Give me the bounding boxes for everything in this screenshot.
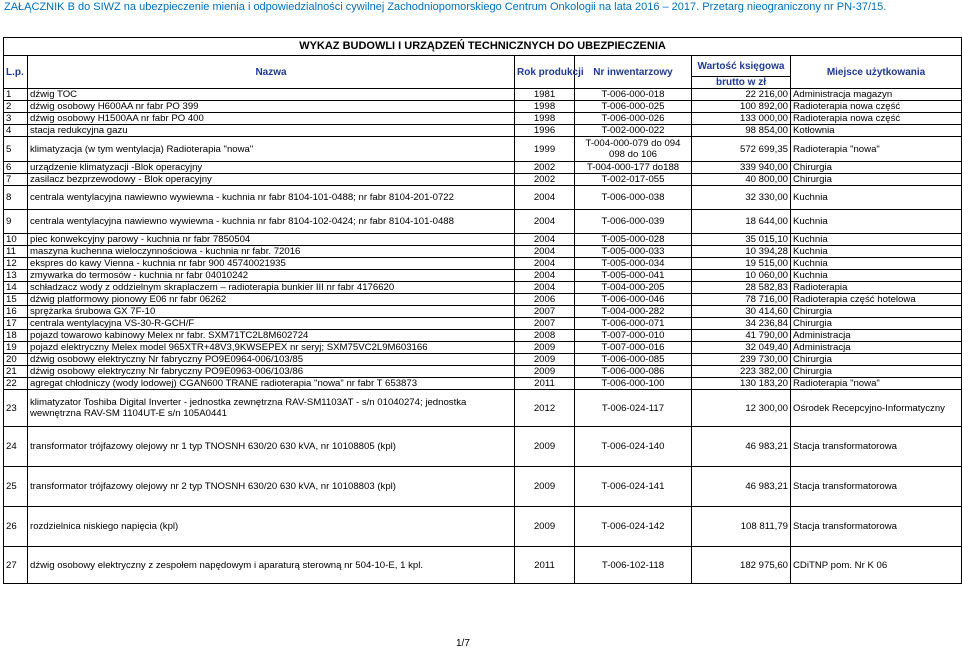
row-name: stacja redukcyjna gazu [28, 125, 515, 137]
row-lp: 26 [4, 507, 28, 547]
row-name: transformator trójfazowy olejowy nr 1 typ TNOSNH 630/20 630 kVA, nr 10108805 (kpl) [28, 427, 515, 467]
row-name: klimatyzator Toshiba Digital Inverter - jednostka zewnętrzna RAV-SM1103AT - s/n 01040274; jednostka wewnętrzna RAV-SM 1104UT-E s/n 105A0441 [28, 390, 515, 427]
row-book-value: 46 983,21 [692, 467, 791, 507]
row-location: Kuchnia [791, 210, 962, 234]
row-name: schładzacz wody z oddzielnym skraplaczem – radioterapia bunkier III nr fabr 4176620 [28, 282, 515, 294]
row-inventory-number: T-006-000-025 [575, 101, 692, 113]
row-inventory-number: T-006-000-038 [575, 186, 692, 210]
row-name: transformator trójfazowy olejowy nr 2 typ TNOSNH 630/20 630 kVA, nr 10108803 (kpl) [28, 467, 515, 507]
row-book-value: 35 015,10 [692, 234, 791, 246]
row-name: zasilacz bezprzewodowy - Blok operacyjny [28, 174, 515, 186]
title-row [4, 38, 962, 56]
row-lp: 5 [4, 137, 28, 162]
row-name: zmywarka do termosów - kuchnia nr fabr 04010242 [28, 270, 515, 282]
row-lp: 2 [4, 101, 28, 113]
table-row [4, 258, 962, 270]
row-book-value: 239 730,00 [692, 354, 791, 366]
row-year: 2009 [515, 507, 575, 547]
row-inventory-number: T-004-000-079 do 094 098 do 106 [575, 137, 692, 162]
column-header-name: Nazwa [28, 56, 515, 89]
row-location: Chirurgia [791, 174, 962, 186]
document-header: ZAŁĄCZNIK B do SIWZ na ubezpieczenie mienia i odpowiedzialności cywilnej Zachodniopomorskiego Centrum Onkologii na lata 2016 – 2017. Przetarg nieograniczony nr PN-37/15. [4, 1, 887, 13]
row-book-value: 40 800,00 [692, 174, 791, 186]
row-name: centrala wentylacyjna nawiewno wywiewna - kuchnia nr fabr 8104-101-0488; nr fabr 8104-201-0722 [28, 186, 515, 210]
row-lp: 14 [4, 282, 28, 294]
row-location: Radioterapia nowa część [791, 113, 962, 125]
row-location: Ośrodek Recepcyjno-Informatyczny [791, 390, 962, 427]
table-row [4, 427, 962, 467]
row-lp: 19 [4, 342, 28, 354]
row-inventory-number: T-006-000-085 [575, 354, 692, 366]
row-book-value: 32 049,40 [692, 342, 791, 354]
row-year: 2012 [515, 390, 575, 427]
table-title: WYKAZ BUDOWLI I URZĄDZEŃ TECHNICZNYCH DO UBEZPIECZENIA [4, 38, 962, 56]
row-lp: 8 [4, 186, 28, 210]
row-book-value: 32 330,00 [692, 186, 791, 210]
row-year: 2006 [515, 294, 575, 306]
table-row [4, 342, 962, 354]
row-inventory-number: T-006-024-141 [575, 467, 692, 507]
row-lp: 15 [4, 294, 28, 306]
row-location: Chirurgia [791, 162, 962, 174]
row-lp: 21 [4, 366, 28, 378]
row-location: Radioterapia nowa część [791, 101, 962, 113]
table-row [4, 89, 962, 101]
column-header-value: Wartość księgowa [692, 56, 791, 77]
row-inventory-number: T-006-000-071 [575, 318, 692, 330]
row-lp: 1 [4, 89, 28, 101]
row-book-value: 572 699,35 [692, 137, 791, 162]
column-header-location: Miejsce użytkowania [791, 56, 962, 89]
row-inventory-number: T-006-000-100 [575, 378, 692, 390]
table-row [4, 354, 962, 366]
row-lp: 24 [4, 427, 28, 467]
row-inventory-number: T-006-024-140 [575, 427, 692, 467]
row-book-value: 223 382,00 [692, 366, 791, 378]
row-year: 1998 [515, 101, 575, 113]
row-year: 2009 [515, 342, 575, 354]
row-name: dźwig osobowy elektryczny Nr fabryczny PO9E0964-006/103/85 [28, 354, 515, 366]
row-year: 2002 [515, 174, 575, 186]
row-lp: 10 [4, 234, 28, 246]
equipment-table [3, 37, 962, 584]
row-lp: 18 [4, 330, 28, 342]
row-name: pojazd elektryczny Melex model 965XTR+48V3,9KWSEPEX nr seryj; SXM75VC2L9M603166 [28, 342, 515, 354]
row-book-value: 34 236,84 [692, 318, 791, 330]
row-name: dźwig osobowy elektryczny Nr fabryczny PO9E0963-006/103/86 [28, 366, 515, 378]
row-year: 2011 [515, 547, 575, 584]
row-location: Administracja [791, 330, 962, 342]
column-header-lp: L.p. [4, 56, 28, 89]
row-inventory-number: T-002-017-055 [575, 174, 692, 186]
row-book-value: 18 644,00 [692, 210, 791, 234]
row-book-value: 22 216,00 [692, 89, 791, 101]
row-lp: 13 [4, 270, 28, 282]
row-lp: 9 [4, 210, 28, 234]
row-book-value: 10 394,28 [692, 246, 791, 258]
row-lp: 27 [4, 547, 28, 584]
row-year: 2009 [515, 427, 575, 467]
table-row [4, 378, 962, 390]
row-name: dźwig osobowy elektryczny z zespołem napędowym i aparaturą sterowną nr 504-10-E, 1 kpl. [28, 547, 515, 584]
row-location: Administracja [791, 342, 962, 354]
row-year: 2009 [515, 354, 575, 366]
row-name: centrala wentylacyjna nawiewno wywiewna - kuchnia nr fabr 8104-102-0424; nr fabr 8104-101-0488 [28, 210, 515, 234]
column-header-row [4, 56, 962, 77]
row-name: dźwig osobowy H600AA nr fabr PO 399 [28, 101, 515, 113]
row-location: Chirurgia [791, 366, 962, 378]
column-header-year: Rok produkcji [515, 56, 575, 89]
row-location: Kuchnia [791, 258, 962, 270]
row-inventory-number: T-006-024-117 [575, 390, 692, 427]
row-location: Kuchnia [791, 186, 962, 210]
row-year: 2002 [515, 162, 575, 174]
row-lp: 22 [4, 378, 28, 390]
row-name: ekspres do kawy Vienna - kuchnia nr fabr 900 45740021935 [28, 258, 515, 270]
row-year: 2009 [515, 467, 575, 507]
table-row [4, 113, 962, 125]
row-book-value: 78 716,00 [692, 294, 791, 306]
row-name: klimatyzacja (w tym wentylacja) Radioterapia "nowa" [28, 137, 515, 162]
row-name: dźwig platformowy pionowy E06 nr fabr 06262 [28, 294, 515, 306]
row-location: Radioterapia "nowa" [791, 137, 962, 162]
table-row [4, 174, 962, 186]
row-lp: 7 [4, 174, 28, 186]
row-year: 2004 [515, 270, 575, 282]
row-lp: 6 [4, 162, 28, 174]
row-location: Chirurgia [791, 354, 962, 366]
row-inventory-number: T-005-000-041 [575, 270, 692, 282]
row-book-value: 133 000,00 [692, 113, 791, 125]
row-name: dźwig osobowy H1500AA nr fabr PO 400 [28, 113, 515, 125]
row-location: Stacja transformatorowa [791, 427, 962, 467]
row-lp: 3 [4, 113, 28, 125]
row-year: 2007 [515, 306, 575, 318]
row-name: centrala wentylacyjna VS-30-R-GCH/F [28, 318, 515, 330]
row-year: 2008 [515, 330, 575, 342]
row-inventory-number: T-006-000-018 [575, 89, 692, 101]
row-location: Radioterapia [791, 282, 962, 294]
row-name: pojazd towarowo kabinowy Melex nr fabr. SXM71TC2L8M602724 [28, 330, 515, 342]
row-location: Kuchnia [791, 234, 962, 246]
row-inventory-number: T-006-024-142 [575, 507, 692, 547]
row-location: Stacja transformatorowa [791, 507, 962, 547]
row-book-value: 41 790,00 [692, 330, 791, 342]
table-row [4, 390, 962, 427]
row-year: 1996 [515, 125, 575, 137]
row-year: 2009 [515, 366, 575, 378]
table-row [4, 330, 962, 342]
row-year: 2011 [515, 378, 575, 390]
row-inventory-number: T-005-000-033 [575, 246, 692, 258]
row-name: rozdzielnica niskiego napięcia (kpl) [28, 507, 515, 547]
row-book-value: 28 582,83 [692, 282, 791, 294]
row-inventory-number: T-007-000-016 [575, 342, 692, 354]
row-book-value: 19 515,00 [692, 258, 791, 270]
row-book-value: 108 811,79 [692, 507, 791, 547]
row-book-value: 100 892,00 [692, 101, 791, 113]
table-row [4, 507, 962, 547]
row-book-value: 12 300,00 [692, 390, 791, 427]
table-row [4, 467, 962, 507]
row-inventory-number: T-006-000-086 [575, 366, 692, 378]
row-inventory-number: T-005-000-034 [575, 258, 692, 270]
table-row [4, 246, 962, 258]
row-year: 2004 [515, 210, 575, 234]
table-row [4, 366, 962, 378]
row-inventory-number: T-006-000-046 [575, 294, 692, 306]
row-location: Stacja transformatorowa [791, 467, 962, 507]
table-row [4, 306, 962, 318]
row-location: Kuchnia [791, 246, 962, 258]
page-number: 1/7 [456, 638, 470, 649]
row-location: Kotłownia [791, 125, 962, 137]
column-header-inventory: Nr inwentarzowy [575, 56, 692, 89]
table-row [4, 547, 962, 584]
row-inventory-number: T-004-000-177 do188 [575, 162, 692, 174]
row-name: piec konwekcyjny parowy - kuchnia nr fabr 7850504 [28, 234, 515, 246]
row-name: agregat chłodniczy (wody lodowej) CGAN600 TRANE radioterapia "nowa" nr fabr T 653873 [28, 378, 515, 390]
column-header-value-unit: brutto w zł [692, 77, 791, 89]
row-year: 1981 [515, 89, 575, 101]
row-year: 2004 [515, 234, 575, 246]
row-book-value: 30 414,60 [692, 306, 791, 318]
table-row [4, 294, 962, 306]
row-location: Kuchnia [791, 270, 962, 282]
table-row [4, 101, 962, 113]
row-inventory-number: T-007-000-010 [575, 330, 692, 342]
row-year: 2004 [515, 186, 575, 210]
row-name: urządzenie klimatyzacji -Blok operacyjny [28, 162, 515, 174]
row-location: Radioterapia część hotelowa [791, 294, 962, 306]
row-lp: 16 [4, 306, 28, 318]
row-year: 2004 [515, 282, 575, 294]
table-row [4, 186, 962, 210]
row-name: dźwig TOC [28, 89, 515, 101]
row-location: Chirurgia [791, 318, 962, 330]
row-book-value: 130 183,20 [692, 378, 791, 390]
row-name: sprężarka śrubowa GX 7F-10 [28, 306, 515, 318]
row-location: Chirurgia [791, 306, 962, 318]
table-row [4, 270, 962, 282]
row-inventory-number: T-006-000-026 [575, 113, 692, 125]
row-year: 2004 [515, 246, 575, 258]
row-inventory-number: T-002-000-022 [575, 125, 692, 137]
row-lp: 4 [4, 125, 28, 137]
row-location: Administracja magazyn [791, 89, 962, 101]
row-year: 1999 [515, 137, 575, 162]
row-lp: 11 [4, 246, 28, 258]
table-row [4, 162, 962, 174]
row-lp: 23 [4, 390, 28, 427]
row-inventory-number: T-005-000-028 [575, 234, 692, 246]
table-row [4, 210, 962, 234]
row-name: maszyna kuchenna wieloczynnościowa - kuchnia nr fabr. 72016 [28, 246, 515, 258]
table-row [4, 282, 962, 294]
row-book-value: 46 983,21 [692, 427, 791, 467]
table-row [4, 318, 962, 330]
table-row [4, 137, 962, 162]
row-lp: 17 [4, 318, 28, 330]
row-lp: 12 [4, 258, 28, 270]
row-lp: 20 [4, 354, 28, 366]
row-inventory-number: T-004-000-205 [575, 282, 692, 294]
row-year: 2004 [515, 258, 575, 270]
row-inventory-number: T-006-000-039 [575, 210, 692, 234]
row-year: 2007 [515, 318, 575, 330]
table-row [4, 234, 962, 246]
row-book-value: 182 975,60 [692, 547, 791, 584]
row-location: CDiTNP pom. Nr K 06 [791, 547, 962, 584]
row-year: 1998 [515, 113, 575, 125]
row-location: Radioterapia "nowa" [791, 378, 962, 390]
row-book-value: 98 854,00 [692, 125, 791, 137]
row-inventory-number: T-006-102-118 [575, 547, 692, 584]
row-lp: 25 [4, 467, 28, 507]
row-book-value: 339 940,00 [692, 162, 791, 174]
row-inventory-number: T-004-000-282 [575, 306, 692, 318]
table-row [4, 125, 962, 137]
row-book-value: 10 060,00 [692, 270, 791, 282]
